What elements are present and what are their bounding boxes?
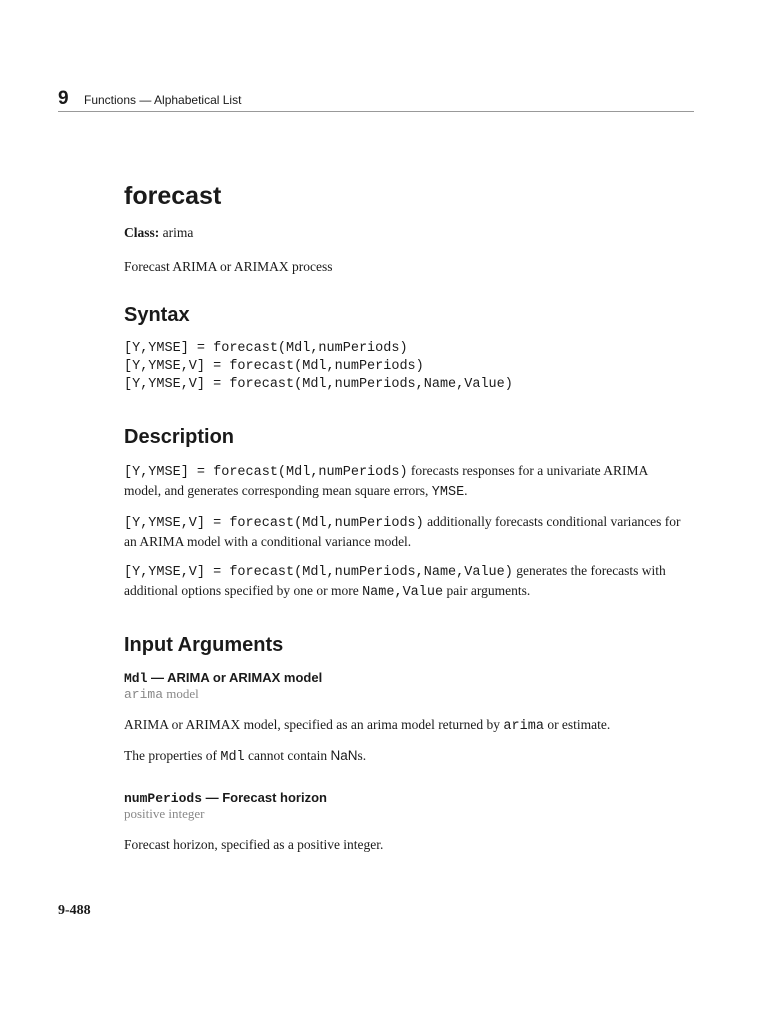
argument-text: ARIMA or ARIMAX model, specified as an arima model returned by [124,717,504,732]
function-title: forecast [124,182,222,210]
description-text: additionally forecasts conditional variances for an ARIMA model with a conditional variance model. [124,514,681,549]
description-text: pair arguments. [443,583,531,598]
code-snippet: arima [503,719,544,734]
argument-name: Mdl [124,671,148,686]
code-snippet: [Y,YMSE,V] = forecast(Mdl,numPeriods) [124,516,424,531]
page-content [124,182,684,865]
input-arguments-heading: Input Arguments [124,634,284,656]
description-paragraph-1 [124,462,684,502]
page-number: 9-488 [58,903,91,918]
argument-type-code: arima [124,687,164,702]
argument-title: — ARIMA or ARIMAX model [147,670,323,685]
code-snippet: Name,Value [362,585,444,600]
argument-title: — Forecast horizon [202,790,327,805]
page-header [58,88,694,112]
syntax-heading: Syntax [124,304,190,326]
class-value: arima [162,225,194,240]
argument-description [124,716,684,736]
code-snippet: Mdl [220,750,245,765]
argument-type-text: model [163,686,199,701]
class-label: Class: [124,225,160,240]
function-summary: Forecast ARIMA or ARIMAX process [124,259,333,274]
argument-heading-numperiods [124,790,684,806]
code-snippet: [Y,YMSE] = forecast(Mdl,numPeriods) [124,465,408,480]
description-paragraph-2 [124,513,684,551]
syntax-line: [Y,YMSE,V] = forecast(Mdl,numPeriods,Name,Value) [124,377,513,392]
argument-description: Forecast horizon, specified as a positive integer. [124,837,384,852]
argument-description [124,747,684,767]
class-line [124,225,684,241]
argument-name: numPeriods [124,791,203,806]
code-snippet: [Y,YMSE,V] = forecast(Mdl,numPeriods,Name,Value) [124,565,513,580]
description-paragraph-3 [124,562,684,602]
description-heading: Description [124,426,235,448]
description-text: forecasts responses for a univariate ARIMA model, and generates corresponding mean square errors, [124,463,648,498]
code-snippet: YMSE [431,485,465,500]
header-rule [58,111,694,112]
syntax-block [124,340,684,394]
argument-text: The properties of [124,748,221,763]
chapter-title: Functions — Alphabetical List [84,93,242,107]
argument-text: or estimate. [543,717,611,732]
description-text: . [464,483,468,498]
code-snippet: NaN [330,748,358,763]
syntax-line: [Y,YMSE,V] = forecast(Mdl,numPeriods) [124,359,424,374]
argument-text: s. [357,748,367,763]
syntax-line: [Y,YMSE] = forecast(Mdl,numPeriods) [124,341,408,356]
argument-text: cannot contain [244,748,331,763]
argument-heading-mdl [124,670,684,686]
chapter-number: 9 [58,88,69,109]
description-text: generates the forecasts with additional options specified by one or more [124,563,666,598]
argument-type-numperiods: positive integer [124,806,205,821]
argument-type-mdl [124,686,684,702]
